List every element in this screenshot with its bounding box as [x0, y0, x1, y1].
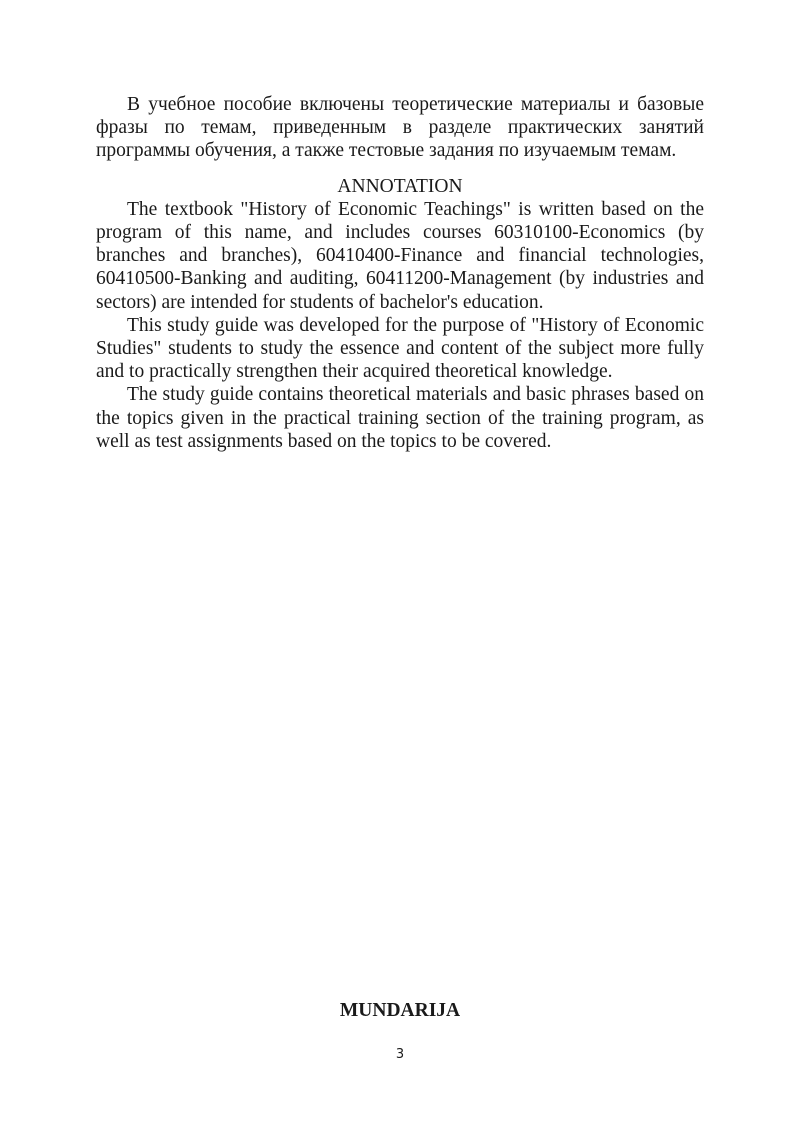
- annotation-paragraph-1: The textbook "History of Economic Teachings" is written based on the program of this name, and includes courses 60310100-Economics (by branches and branches), 60410400-Finance and financial technologies, 60410500-Banking and auditing, 60411200-Management (by industries and sectors) are intended for students of bachelor's education.: [96, 198, 704, 313]
- annotation-paragraph-3: The study guide contains theoretical materials and basic phrases based on the topics given in the practical training section of the training program, as well as test assignments based on the topics to be covered.: [96, 384, 704, 452]
- annotation-paragraph-2: This study guide was developed for the purpose of "History of Economic Studies" students to study the essence and content of the subject more fully and to practically strengthen their acquired theoretical knowledge.: [96, 314, 704, 383]
- russian-paragraph: В учебное пособие включены теоретические материалы и базовые фразы по темам, приведенным в разделе практических занятий программы обучения, а также тестовые задания по изучаемым темам.: [96, 94, 704, 162]
- document-body: [96, 93, 704, 453]
- annotation-heading: ANNOTATION: [337, 175, 463, 197]
- page-number: 3: [395, 1047, 405, 1062]
- contents-heading: MUNDARIJA: [339, 1000, 461, 1021]
